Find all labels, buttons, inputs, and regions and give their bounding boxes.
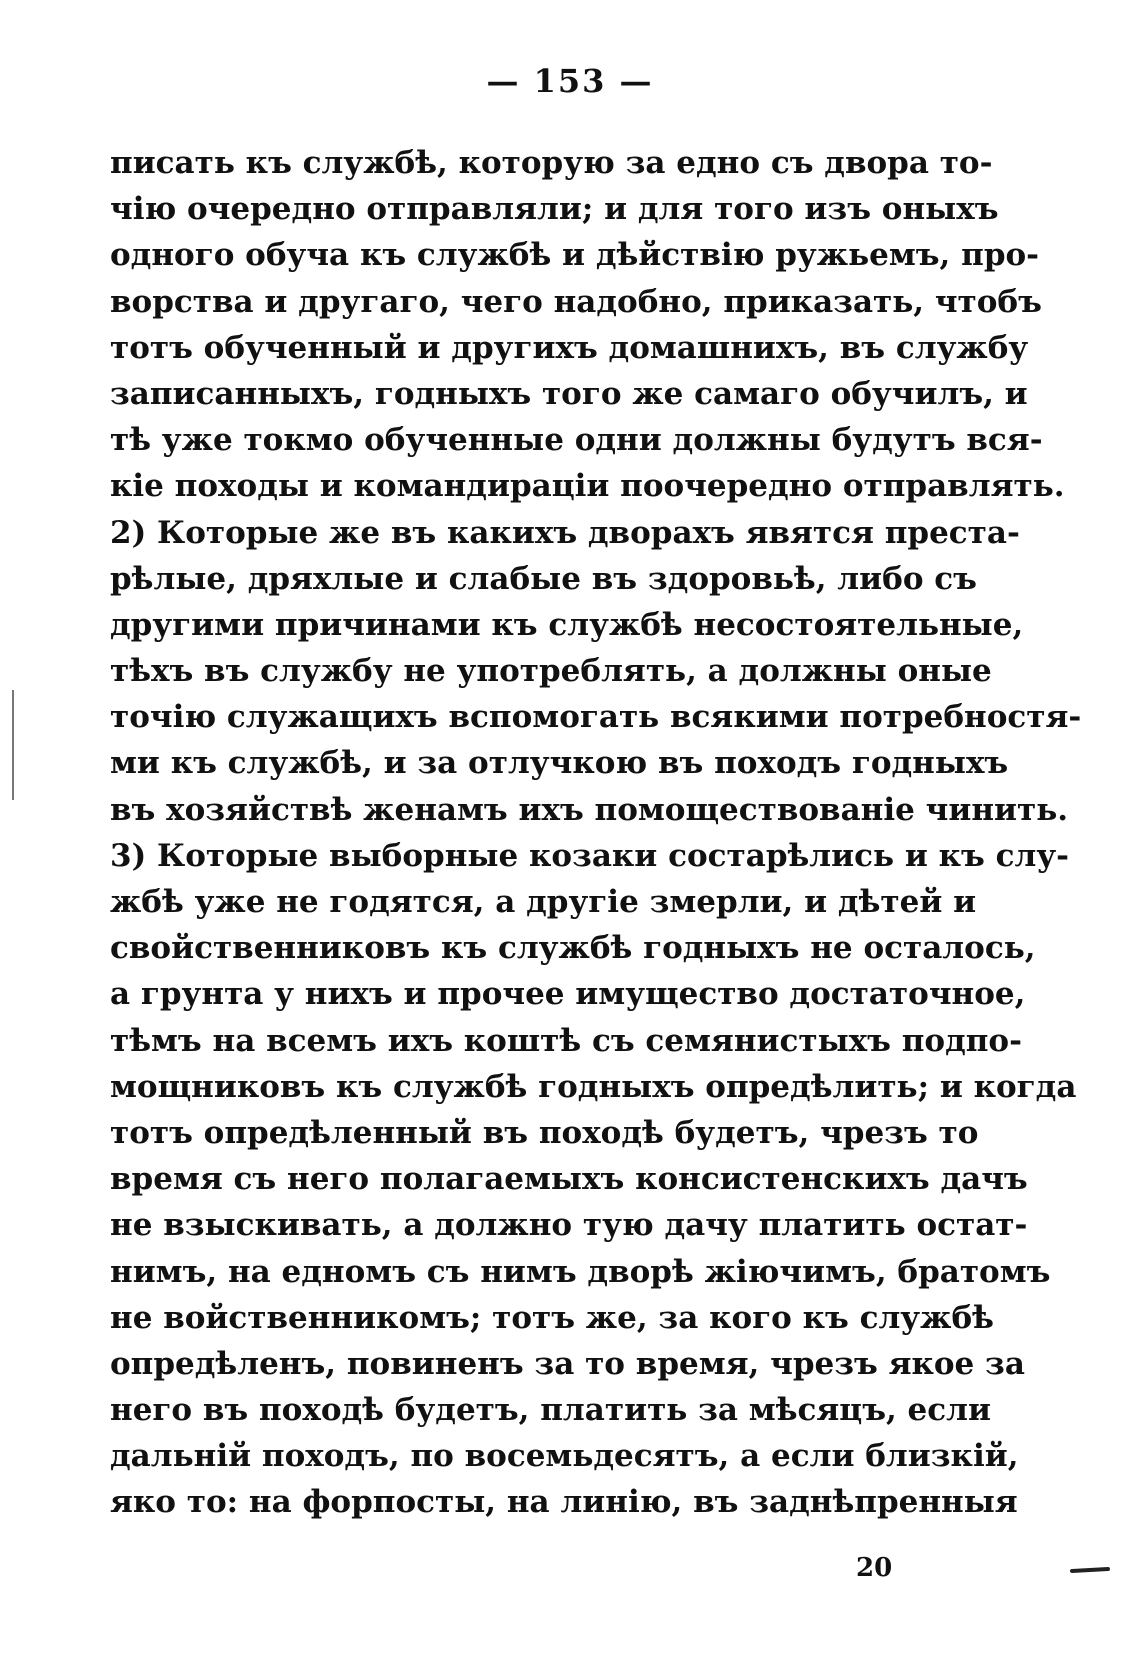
- text-line: него въ походѣ будетъ, платить за мѣсяцъ, если: [110, 1392, 992, 1429]
- text-line: не взыскивать, а должно тую дачу платить остат-: [110, 1207, 1028, 1244]
- text-line: 2) Которые же въ какихъ дворахъ явятся преста-: [110, 514, 1020, 551]
- text-line: тѣхъ въ службу не употреблять, а должны оные: [110, 653, 992, 690]
- text-line: мощниковъ къ службѣ годныхъ опредѣлить; и когда: [110, 1068, 1077, 1105]
- text-line: нимъ, на едномъ съ нимъ дворѣ жіючимъ, братомъ: [110, 1253, 1051, 1290]
- margin-mark: [1070, 1567, 1110, 1573]
- text-line: время съ него полагаемыхъ консистенскихъ дачъ: [110, 1161, 1028, 1198]
- text-line: тотъ опредѣленный въ походѣ будетъ, чрезъ то: [110, 1114, 979, 1151]
- text-line: ми къ службѣ, и за отлучкою въ походъ годныхъ: [110, 745, 1009, 782]
- text-line: кіе походы и командираціи поочередно отправлять.: [110, 468, 1065, 505]
- text-line: 3) Которые выборные козаки состарѣлись и къ слу-: [110, 837, 1070, 874]
- text-line: а грунта у нихъ и прочее имущество достаточное,: [110, 976, 1026, 1013]
- text-line: тотъ обученный и другихъ домашнихъ, въ службу: [110, 329, 1029, 366]
- body-text: [110, 140, 1082, 1526]
- text-line: опредѣленъ, повиненъ за то время, чрезъ якое за: [110, 1345, 1025, 1382]
- text-line: тѣмъ на всемъ ихъ коштѣ съ семянистыхъ подпо-: [110, 1022, 1022, 1059]
- text-line: въ хозяйствѣ женамъ ихъ помоществованіе чинить.: [110, 791, 1069, 828]
- text-line: точію служащихъ вспомогать всякими потребностя-: [110, 699, 1082, 736]
- text-line: записанныхъ, годныхъ того же самаго обучилъ, и: [110, 375, 1028, 412]
- text-line: жбѣ уже не годятся, а другіе змерли, и дѣтей и: [110, 884, 977, 920]
- text-line: другими причинами къ службѣ несостоятельные,: [110, 606, 1024, 643]
- text-line: свойственниковъ къ службѣ годныхъ не осталось,: [110, 930, 1036, 967]
- text-line: тѣ уже токмо обученные одни должны будутъ вся-: [110, 422, 1043, 459]
- margin-rule: [12, 690, 14, 800]
- text-line: не войственникомъ; тотъ же, за кого къ службѣ: [110, 1299, 994, 1336]
- text-line: яко то: на форпосты, на линію, въ заднѣпренныя: [110, 1484, 1018, 1521]
- page-number: — 153 —: [486, 62, 654, 100]
- text-line: чію очередно отправляли; и для того изъ оныхъ: [110, 191, 999, 228]
- signature-mark: 20: [856, 1553, 893, 1583]
- text-line: рѣлые, дряхлые и слабые въ здоровьѣ, либо съ: [110, 560, 977, 597]
- text-line: писать къ службѣ, которую за едно съ двора то-: [110, 145, 993, 181]
- text-line: дальній походъ, по восемьдесятъ, а если близкій,: [110, 1438, 1019, 1475]
- text-line: одного обуча къ службѣ и дѣйствію ружьемъ, про-: [110, 237, 1040, 274]
- text-line: ворства и другаго, чего надобно, приказать, чтобъ: [110, 283, 1042, 320]
